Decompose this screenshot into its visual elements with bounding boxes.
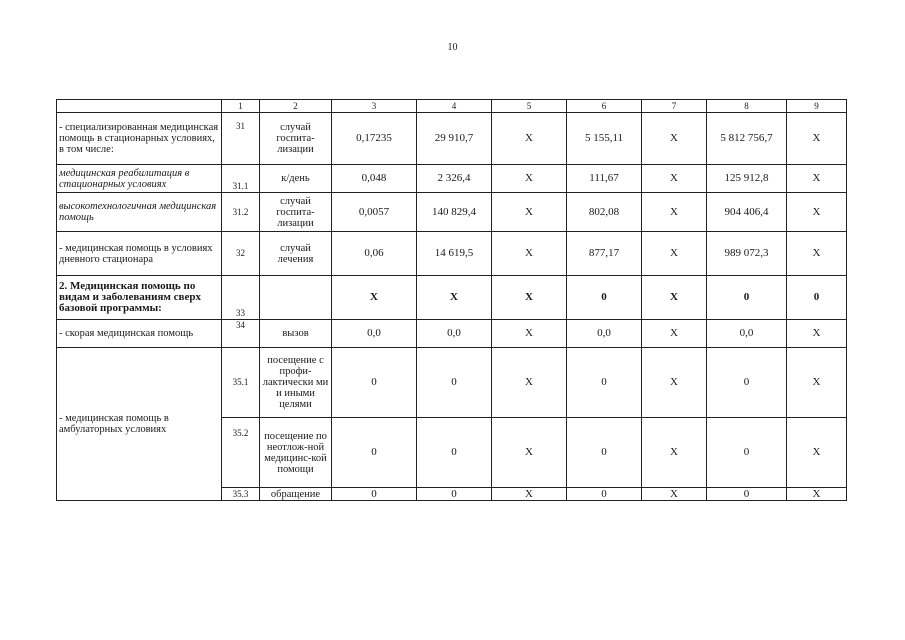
value-cell: X (787, 113, 847, 165)
value-cell: X (492, 320, 567, 348)
value-cell: X (492, 113, 567, 165)
value-cell: X (492, 165, 567, 193)
row-name: высокотехнологичная медицинская помощь (57, 193, 222, 232)
value-cell: X (787, 418, 847, 488)
row-unit (260, 276, 332, 320)
value-cell: X (492, 193, 567, 232)
table-row (57, 276, 847, 320)
row-unit: случай лечения (260, 232, 332, 276)
row-name: - медицинская помощь в условиях дневного стационара (57, 232, 222, 276)
value-cell: 877,17 (567, 232, 642, 276)
value-cell: 0 (787, 276, 847, 320)
value-cell: 0,0 (332, 320, 417, 348)
row-code: 32 (222, 232, 260, 276)
value-cell: 0 (567, 276, 642, 320)
value-cell: X (642, 348, 707, 418)
value-cell: 5 155,11 (567, 113, 642, 165)
value-cell: 0,06 (332, 232, 417, 276)
row-unit: посещение по неотлож-ной медицинс-кой помощи (260, 418, 332, 488)
row-name: медицинская реабилитация в стационарных условиях (57, 165, 222, 193)
value-cell: X (492, 348, 567, 418)
value-cell: X (642, 488, 707, 501)
row-code: 31.1 (222, 165, 260, 193)
value-cell: 2 326,4 (417, 165, 492, 193)
value-cell: 0 (332, 488, 417, 501)
value-cell: 0,0 (567, 320, 642, 348)
value-cell: 0 (332, 418, 417, 488)
table-row (57, 348, 847, 418)
value-cell: 0 (707, 348, 787, 418)
value-cell: X (787, 165, 847, 193)
row-unit: случай госпита-лизации (260, 113, 332, 165)
row-unit: к/день (260, 165, 332, 193)
value-cell: 0 (417, 348, 492, 418)
row-code: 33 (222, 276, 260, 320)
value-cell: X (787, 320, 847, 348)
value-cell: X (642, 232, 707, 276)
value-cell: X (642, 320, 707, 348)
value-cell: 111,67 (567, 165, 642, 193)
value-cell: X (492, 232, 567, 276)
header-cell: 1 (222, 100, 260, 113)
value-cell: X (787, 232, 847, 276)
row-unit: случай госпита-лизации (260, 193, 332, 232)
table-row (57, 193, 847, 232)
header-cell: 9 (787, 100, 847, 113)
value-cell: 802,08 (567, 193, 642, 232)
value-cell: 0,17235 (332, 113, 417, 165)
value-cell: 989 072,3 (707, 232, 787, 276)
value-cell: 0 (417, 488, 492, 501)
value-cell: 0 (332, 348, 417, 418)
row-code: 31 (222, 113, 260, 165)
value-cell: 0 (417, 418, 492, 488)
value-cell: X (492, 488, 567, 501)
value-cell: X (332, 276, 417, 320)
row-code: 35.1 (222, 348, 260, 418)
value-cell: X (642, 418, 707, 488)
header-cell: 7 (642, 100, 707, 113)
header-cell: 4 (417, 100, 492, 113)
header-cell: 3 (332, 100, 417, 113)
row-name: - скорая медицинская помощь (57, 320, 222, 348)
table-row (57, 320, 847, 348)
value-cell: 0,048 (332, 165, 417, 193)
header-cell: 6 (567, 100, 642, 113)
value-cell: X (787, 488, 847, 501)
value-cell: 0 (567, 348, 642, 418)
value-cell: 14 619,5 (417, 232, 492, 276)
row-name: - медицинская помощь в амбулаторных условиях (57, 348, 222, 501)
row-code: 31.2 (222, 193, 260, 232)
value-cell: X (642, 276, 707, 320)
value-cell: X (787, 348, 847, 418)
header-cell: 2 (260, 100, 332, 113)
row-unit: вызов (260, 320, 332, 348)
value-cell: 140 829,4 (417, 193, 492, 232)
table-row (57, 165, 847, 193)
value-cell: 0 (707, 418, 787, 488)
row-unit: обращение (260, 488, 332, 501)
row-code: 34 (222, 320, 260, 348)
value-cell: 0,0 (417, 320, 492, 348)
value-cell: X (642, 113, 707, 165)
value-cell: 29 910,7 (417, 113, 492, 165)
value-cell: 0 (707, 276, 787, 320)
value-cell: X (787, 193, 847, 232)
header-cell: 5 (492, 100, 567, 113)
value-cell: 5 812 756,7 (707, 113, 787, 165)
row-name: - специализированная медицинская помощь в стационарных условиях, в том числе: (57, 113, 222, 165)
value-cell: X (492, 276, 567, 320)
row-unit: посещение с профи-лактически ми и иными целями (260, 348, 332, 418)
header-row (57, 100, 847, 113)
value-cell: X (492, 418, 567, 488)
value-cell: 0,0 (707, 320, 787, 348)
statistics-table (56, 99, 847, 501)
value-cell: 0,0057 (332, 193, 417, 232)
header-cell (57, 100, 222, 113)
value-cell: 0 (567, 418, 642, 488)
row-name: 2. Медицинская помощь по видам и заболеваниям сверх базовой программы: (57, 276, 222, 320)
value-cell: 904 406,4 (707, 193, 787, 232)
value-cell: 0 (707, 488, 787, 501)
value-cell: X (417, 276, 492, 320)
page-number: 10 (447, 42, 458, 53)
table-row (57, 113, 847, 165)
value-cell: X (642, 193, 707, 232)
table-row (57, 232, 847, 276)
value-cell: 0 (567, 488, 642, 501)
header-cell: 8 (707, 100, 787, 113)
value-cell: X (642, 165, 707, 193)
value-cell: 125 912,8 (707, 165, 787, 193)
row-code: 35.2 (222, 418, 260, 488)
row-code: 35.3 (222, 488, 260, 501)
